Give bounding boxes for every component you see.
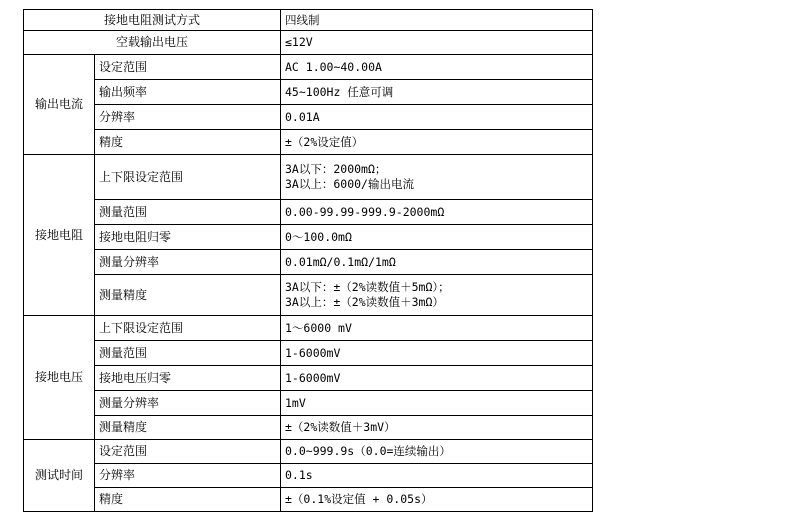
item-label: 测量分辨率 [95, 391, 281, 416]
item-value: 0.00-99.99-999.9-2000mΩ [281, 200, 593, 225]
item-value: AC 1.00~40.00A [281, 55, 593, 80]
item-value: ±（2%读数值＋3mV） [281, 416, 593, 440]
item-label: 测量范围 [95, 341, 281, 366]
item-value [281, 155, 593, 200]
item-value: 0.01mΩ/0.1mΩ/1mΩ [281, 250, 593, 275]
value-line: 3A以上：6000/输出电流 [285, 177, 414, 191]
table-row [24, 200, 593, 225]
item-label: 接地电阻归零 [95, 225, 281, 250]
item-value: ±（2%设定值） [281, 130, 593, 155]
item-label: 上下限设定范围 [95, 316, 281, 341]
table-row [24, 391, 593, 416]
item-label: 设定范围 [95, 440, 281, 464]
item-value: 1-6000mV [281, 366, 593, 391]
section-title: 输出电流 [24, 55, 95, 155]
item-label: 测量精度 [95, 275, 281, 316]
table-row [24, 105, 593, 130]
table-row [24, 316, 593, 341]
item-label: 测量分辨率 [95, 250, 281, 275]
item-label: 分辨率 [95, 464, 281, 488]
item-label: 测量范围 [95, 200, 281, 225]
table-row [24, 80, 593, 105]
section-title: 接地电压 [24, 316, 95, 440]
section-title: 接地电阻 [24, 155, 95, 316]
table-row [24, 155, 593, 200]
item-label: 测量精度 [95, 416, 281, 440]
table-row [24, 55, 593, 80]
item-value: 1～6000 mV [281, 316, 593, 341]
row-value: ≤12V [281, 31, 593, 55]
table-row [24, 488, 593, 512]
item-label: 精度 [95, 488, 281, 512]
table-row [24, 341, 593, 366]
value-line: 3A以下：±（2%读数值＋5mΩ）； [285, 280, 450, 294]
item-value: 0～100.0mΩ [281, 225, 593, 250]
item-label: 上下限设定范围 [95, 155, 281, 200]
item-label: 接地电压归零 [95, 366, 281, 391]
table-row [24, 225, 593, 250]
item-value [281, 275, 593, 316]
item-value: 0.01A [281, 105, 593, 130]
table-row [24, 275, 593, 316]
row-label: 空载输出电压 [24, 31, 281, 55]
table-row [24, 416, 593, 440]
table-row [24, 10, 593, 31]
item-value: ±（0.1%设定值 + 0.05s） [281, 488, 593, 512]
section-title: 测试时间 [24, 440, 95, 512]
table-row [24, 31, 593, 55]
table-row [24, 464, 593, 488]
value-line: 3A以上：±（2%读数值＋3mΩ） [285, 295, 444, 309]
row-value: 四线制 [281, 10, 593, 31]
spec-table [23, 9, 593, 512]
item-value: 0.0~999.9s（0.0=连续输出） [281, 440, 593, 464]
item-value: 1-6000mV [281, 341, 593, 366]
item-value: 45~100Hz 任意可调 [281, 80, 593, 105]
item-label: 精度 [95, 130, 281, 155]
row-label: 接地电阻测试方式 [24, 10, 281, 31]
item-value: 0.1s [281, 464, 593, 488]
table-row [24, 250, 593, 275]
item-label: 分辨率 [95, 105, 281, 130]
item-value: 1mV [281, 391, 593, 416]
table-row [24, 130, 593, 155]
table-row [24, 440, 593, 464]
item-label: 输出频率 [95, 80, 281, 105]
item-label: 设定范围 [95, 55, 281, 80]
value-line: 3A以下：2000mΩ； [285, 162, 387, 176]
table-row [24, 366, 593, 391]
